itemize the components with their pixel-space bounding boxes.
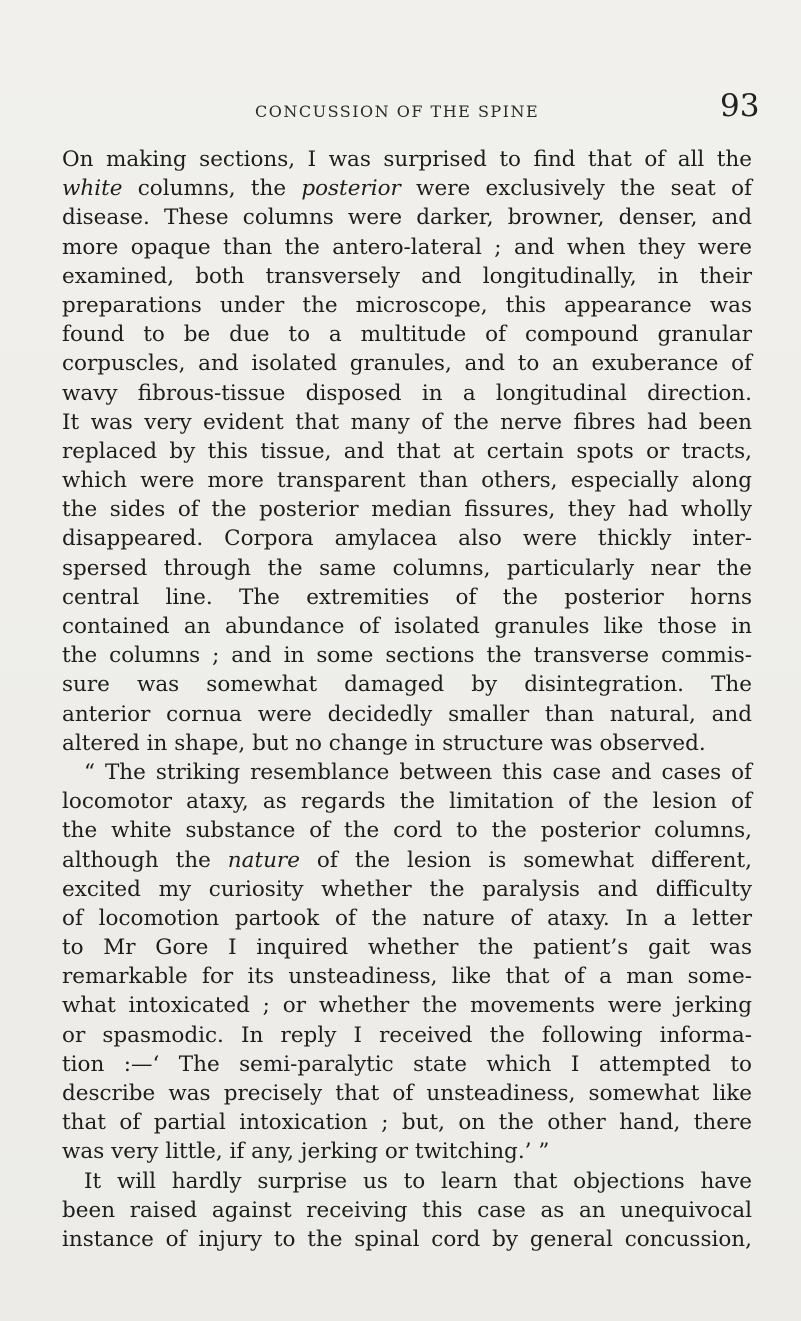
text-run: replaced by this tissue, and that at certain spots or tracts, [62,438,752,464]
text-line [62,524,752,553]
text-line [62,1079,752,1108]
text-run: describe was precisely that of unsteadiness, somewhat like [62,1081,752,1106]
text-run: was very little, if any, jerking or twitching.’ ” [62,1139,550,1165]
text-run: the sides of the posterior median fissures, they had wholly [62,497,752,523]
text-run: corpuscles, and isolated granules, and to an exuberance of [62,351,752,377]
text-line [62,145,752,174]
text-run: disease. These columns were darker, browner, denser, and [62,205,752,231]
text-run: been raised against receiving this case as an unequivocal [62,1197,752,1223]
text-run: more opaque than the antero-lateral ; and when they were [62,234,752,260]
text-line [62,875,752,904]
text-run: anterior cornua were decidedly smaller than natural, and [62,701,752,727]
text-line [62,291,752,320]
text-run: which were more transparent than others, especially along [62,468,752,494]
text-run: examined, both transversely and longitudinally, in their [62,263,752,289]
text-line [62,933,752,962]
text-run: spersed through the same columns, particularly near the [62,555,752,581]
text-run: locomotor ataxy, as regards the limitation of the lesion of [62,789,752,815]
text-line [62,1050,752,1079]
page-header [0,90,801,130]
text-run: “ The striking resemblance between this case and cases of [84,759,752,785]
text-line [62,1196,752,1225]
text-run: that of partial intoxication ; but, on the other hand, there [62,1110,752,1136]
text-line [62,962,752,991]
text-run: or spasmodic. In reply I received the following informa- [62,1022,752,1048]
text-line [62,758,752,787]
page-number: 93 [720,88,760,124]
italic-text: posterior [301,176,401,202]
text-line [62,583,752,612]
italic-text: white [62,176,123,202]
text-line [62,203,752,232]
text-line [62,1137,752,1166]
text-run: the white substance of the cord to the posterior columns, [62,818,752,844]
text-line [62,1021,752,1050]
text-line [62,904,752,933]
text-line [62,174,752,203]
text-run: wavy fibrous-tissue disposed in a longitudinal direction. [62,380,752,406]
text-run: It will hardly surprise us to learn that objections have [84,1168,752,1194]
body-text [62,145,752,1254]
italic-text: nature [227,847,300,873]
text-line [62,1225,752,1254]
text-line [62,816,752,845]
text-run: preparations under the microscope, this appearance was [62,292,752,318]
text-line [62,787,752,816]
text-line [62,612,752,641]
text-line [62,262,752,291]
text-line [62,641,752,670]
text-run: to Mr Gore I inquired whether the patient’s gait was [62,935,752,961]
text-run: the columns ; and in some sections the transverse commis- [62,643,752,669]
text-run: contained an abundance of isolated granules like those in [62,614,752,639]
text-line [62,495,752,524]
text-run: It was very evident that many of the nerve fibres had been [62,409,752,435]
text-run: central line. The extremities of the posterior horns [62,584,752,610]
text-line [62,349,752,378]
text-line [62,991,752,1020]
text-run: columns, the [122,176,302,202]
running-head: CONCUSSION OF THE SPINE [255,102,540,121]
text-line [62,466,752,495]
text-run: were exclusively the seat of [400,176,752,202]
text-run: of locomotion partook of the nature of ataxy. In a letter [62,905,752,931]
text-run: although the [62,847,228,873]
text-line [62,379,752,408]
text-run: instance of injury to the spinal cord by general concussion, [62,1226,752,1252]
text-run: remarkable for its unsteadiness, like that of a man some- [62,964,752,990]
text-line [62,1108,752,1137]
text-run: what intoxicated ; or whether the movements were jerking [62,993,752,1019]
text-line [62,320,752,349]
text-run: altered in shape, but no change in structure was observed. [62,730,706,756]
text-run: found to be due to a multitude of compound granular [62,322,752,348]
text-run: On making sections, I was surprised to find that of all the [62,147,752,172]
text-line [62,729,752,758]
text-line [62,846,752,875]
text-line [62,437,752,466]
text-run: tion :—‘ The semi-paralytic state which I attempted to [62,1051,752,1077]
text-run: sure was somewhat damaged by disintegration. The [62,672,752,698]
text-run: excited my curiosity whether the paralysis and difficulty [62,876,752,902]
text-line [62,700,752,729]
text-line [62,670,752,699]
text-line [62,554,752,583]
text-run: of the lesion is somewhat different, [299,847,752,873]
text-line [62,408,752,437]
text-line [62,233,752,262]
text-run: disappeared. Corpora amylacea also were thickly inter- [62,526,752,552]
text-line [62,1167,752,1196]
